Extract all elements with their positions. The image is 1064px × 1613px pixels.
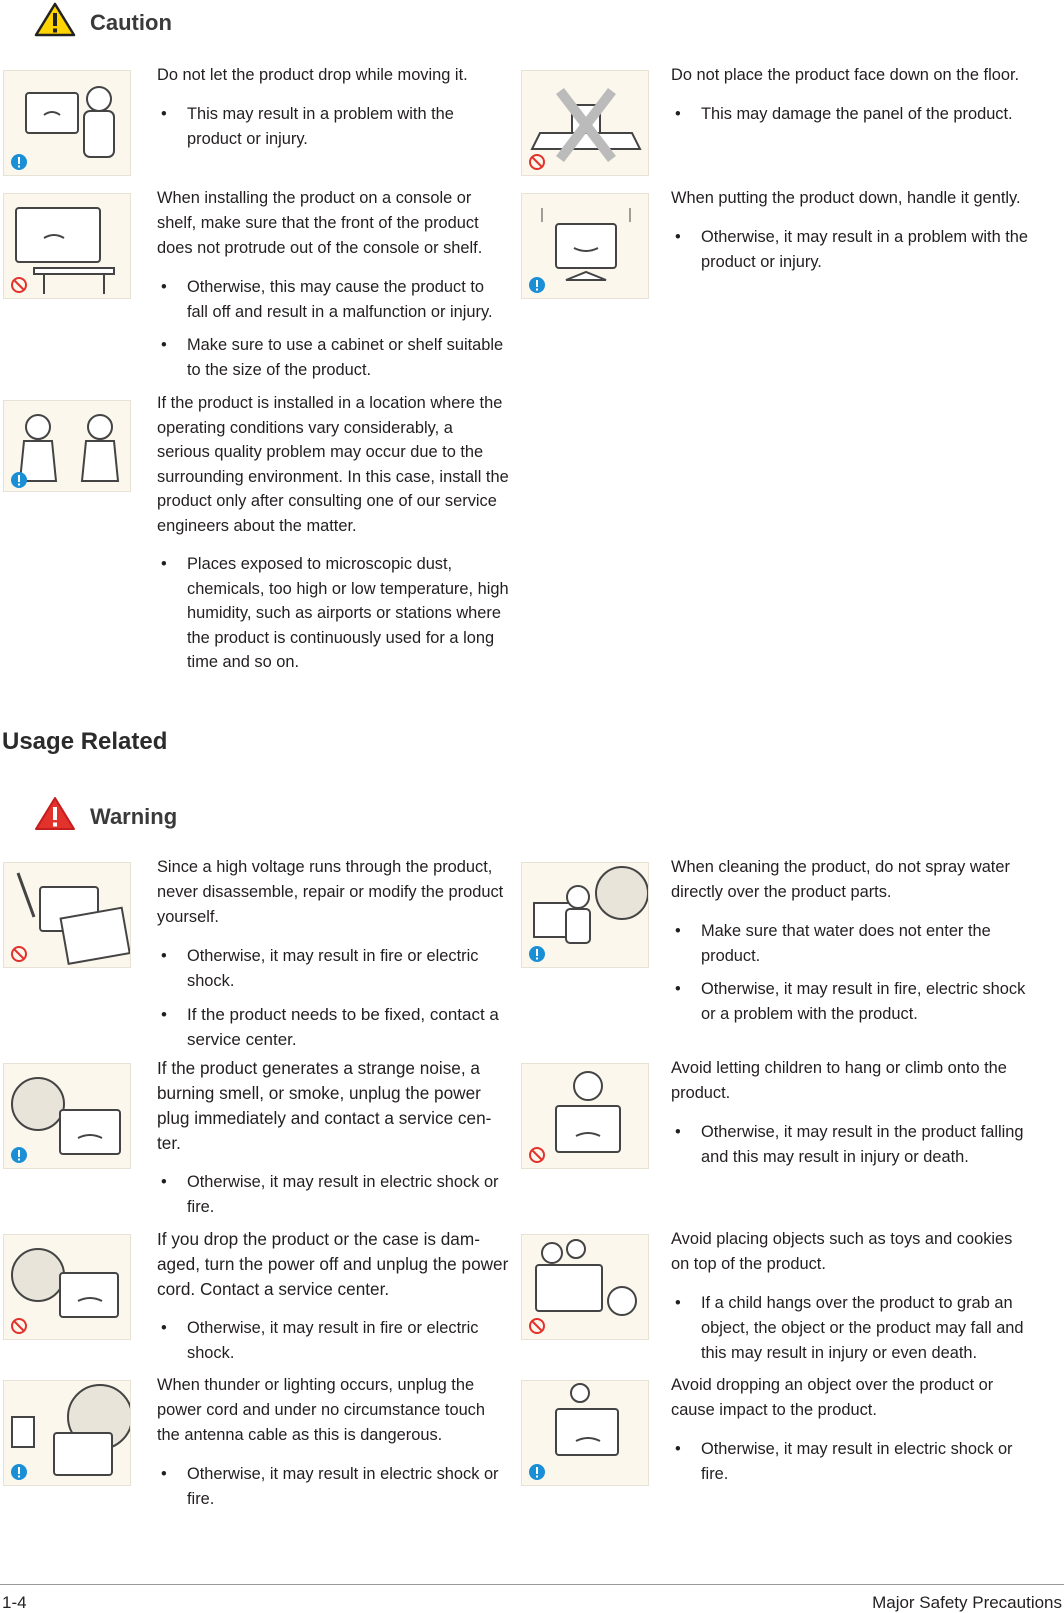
warning-item-4-main: Avoid letting children to hang or climb onto the product. [671, 1059, 1007, 1102]
warning-item-2-bullet-2: • Otherwise, it may result in fire, electric shock or a problem with the product. [671, 977, 1033, 1027]
usage-related-title: Usage Related [2, 728, 168, 755]
caution-item-2-main: Do not place the product face down on the floor. [671, 66, 1020, 84]
warning-item-3-main: If the product generates a strange noise, a burning smell, or smoke, unplug the power plug immediately and contact a service cen-ter. [157, 1058, 492, 1153]
caution-triangle-icon [34, 2, 76, 43]
warning-item-2-main: When cleaning the product, do not spray water directly over the product parts. [671, 858, 1010, 901]
caution-item-1-bullet-1: • This may result in a problem with the product or injury. [157, 102, 507, 152]
disassemble-illustration [3, 862, 131, 968]
caution-item-3-bullet-2: • Make sure to use a cabinet or shelf suitable to the size of the product. [157, 333, 509, 383]
warning-item-5-main: If you drop the product or the case is dam-aged, turn the power off and unplug the power cord. Contact a service center. [157, 1229, 509, 1299]
footer-divider [0, 1584, 1064, 1585]
caution-item-5-main: If the product is installed in a location where the operating conditions vary considerably, a serious quality problem may occur due to the surrounding environment. In this case, install the product only after consulting one of our service engineers about the matter. [157, 394, 509, 535]
thunder-illustration [3, 1380, 131, 1486]
warning-item-6-bullet-1: • If a child hangs over the product to grab an object, the object or the product may fall and this may result in injury or even death. [671, 1291, 1033, 1366]
warning-header: Warning [90, 804, 178, 829]
monitor-drop-illustration [3, 70, 131, 176]
impact-illustration [521, 1380, 649, 1486]
footer-title: Major Safety Precautions [872, 1593, 1062, 1612]
caution-item-1-main: Do not let the product drop while moving it. [157, 66, 468, 84]
warning-item-6-main: Avoid placing objects such as toys and cookies on top of the product. [671, 1230, 1013, 1273]
caution-item-2-bullet-1: • This may damage the panel of the product. [671, 102, 1031, 127]
warning-item-7-main: When thunder or lighting occurs, unplug the power cord and under no circumstance touch the antenna cable as this is dangerous. [157, 1376, 485, 1444]
warning-item-7-bullet-1: • Otherwise, it may result in electric shock or fire. [157, 1462, 509, 1512]
monitor-facedown-illustration [521, 70, 649, 176]
caution-item-3-main: When installing the product on a console or shelf, make sure that the front of the product does not protrude out of the console or shelf. [157, 189, 483, 257]
warning-item-1-main: Since a high voltage runs through the product, never disassemble, repair or modify the product yourself. [157, 858, 504, 926]
caution-item-3-bullet-1: • Otherwise, this may cause the product to fall off and result in a malfunction or injury. [157, 275, 509, 325]
cleaning-illustration [521, 862, 649, 968]
warning-item-5-bullet-1: • Otherwise, it may result in fire or electric shock. [157, 1316, 513, 1366]
warning-triangle-icon [34, 796, 76, 837]
monitor-gentle-illustration [521, 193, 649, 299]
damaged-product-illustration [3, 1234, 131, 1340]
warning-item-8-bullet-1: • Otherwise, it may result in electric shock or fire. [671, 1437, 1033, 1487]
warning-item-1-bullet-2: • If the product needs to be fixed, contact a service center. [157, 1002, 509, 1052]
service-engineer-illustration [3, 400, 131, 492]
warning-item-4-bullet-1: • Otherwise, it may result in the product falling and this may result in injury or death. [671, 1120, 1033, 1170]
warning-item-8-main: Avoid dropping an object over the product or cause impact to the product. [671, 1376, 994, 1419]
child-climb-illustration [521, 1063, 649, 1169]
footer-page-number: 1-4 [2, 1593, 27, 1612]
caution-item-4-main: When putting the product down, handle it gently. [671, 189, 1021, 207]
strange-noise-illustration [3, 1063, 131, 1169]
caution-header: Caution [90, 10, 172, 35]
caution-item-4-bullet-1: • Otherwise, it may result in a problem with the product or injury. [671, 225, 1031, 275]
warning-item-1-bullet-1: • Otherwise, it may result in fire or electric shock. [157, 944, 509, 994]
caution-item-5-bullet-1: • Places exposed to microscopic dust, chemicals, too high or low temperature, high humidity, such as airports or stations where the product is continuously used for a long time and so on. [157, 552, 509, 675]
warning-item-2-bullet-1: • Make sure that water does not enter the product. [671, 919, 1033, 969]
toys-cookies-illustration [521, 1234, 649, 1340]
warning-item-3-bullet-1: • Otherwise, it may result in electric shock or fire. [157, 1170, 513, 1220]
monitor-shelf-illustration [3, 193, 131, 299]
